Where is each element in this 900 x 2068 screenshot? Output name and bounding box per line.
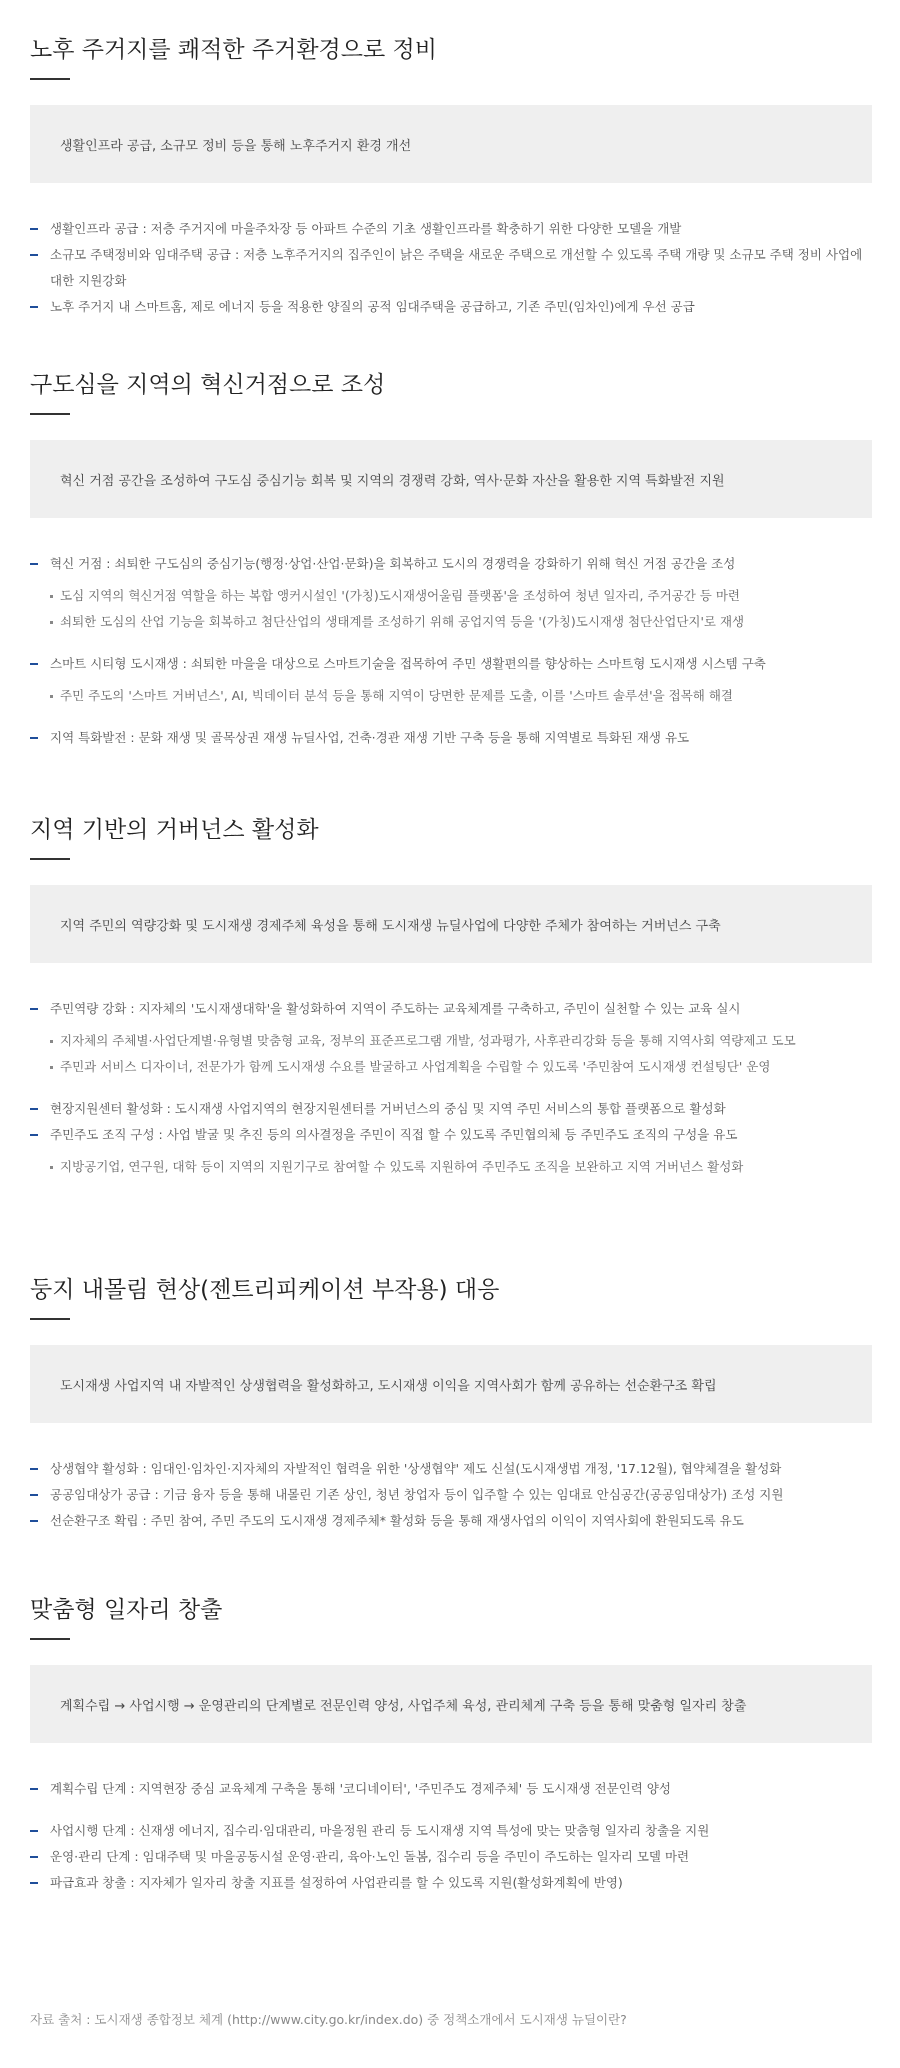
list-item: 선순환구조 확립 : 주민 참여, 주민 주도의 도시재생 경제주체* 활성화 등을 통해 재생사업의 이익이 지역사회에 환원되도록 유도	[30, 1508, 872, 1534]
title-underline	[30, 1318, 70, 1320]
list-item: 스마트 시티형 도시재생 : 쇠퇴한 마을을 대상으로 스마트기술을 접목하여 주민 생활편의를 향상하는 스마트형 도시재생 시스템 구축	[30, 651, 872, 677]
section-title: 노후 주거지를 쾌적한 주거환경으로 정비	[30, 37, 437, 63]
item-list	[30, 996, 872, 1180]
summary-box	[30, 105, 872, 183]
sub-list-item: 지방공기업, 연구원, 대학 등이 지역의 지원기구로 참여할 수 있도록 지원하여 주민주도 조직을 보완하고 지역 거버넌스 활성화	[30, 1154, 872, 1180]
list-item: 공공임대상가 공급 : 기금 융자 등을 통해 내몰린 기존 상인, 청년 창업자 등이 입주할 수 있는 임대료 안심공간(공공임대상가) 조성 지원	[30, 1482, 872, 1508]
section-title: 구도심을 지역의 혁신거점으로 조성	[30, 372, 386, 398]
list-item: 사업시행 단계 : 신재생 에너지, 집수리·임대관리, 마을정원 관리 등 도시재생 지역 특성에 맞는 맞춤형 일자리 창출을 지원	[30, 1818, 872, 1844]
list-item: 현장지원센터 활성화 : 도시재생 사업지역의 현장지원센터를 거버넌스의 중심 및 지역 주민 서비스의 통합 플랫폼으로 활성화	[30, 1096, 872, 1122]
summary-text: 혁신 거점 공간을 조성하여 구도심 중심기능 회복 및 지역의 경쟁력 강화, 역사·문화 자산을 활용한 지역 특화발전 지원	[60, 473, 725, 489]
section-innovation-hub	[30, 365, 872, 751]
item-list	[30, 551, 872, 751]
summary-box	[30, 1345, 872, 1423]
list-item: 계획수립 단계 : 지역현장 중심 교육체계 구축을 통해 '코디네이터', '주민주도 경제주체' 등 도시재생 전문인력 양성	[30, 1776, 872, 1802]
title-underline	[30, 858, 70, 860]
summary-text: 계획수립 → 사업시행 → 운영관리의 단계별로 전문인력 양성, 사업주체 육성, 관리체계 구축 등을 통해 맞춤형 일자리 창출	[60, 1698, 747, 1714]
list-item: 소규모 주택정비와 임대주택 공급 : 저층 노후주거지의 집주인이 낡은 주택을 새로운 주택으로 개선할 수 있도록 주택 개량 및 소규모 주택 정비 사업에 대한 지원강화	[30, 242, 872, 294]
section-title: 맞춤형 일자리 창출	[30, 1597, 223, 1623]
list-item: 노후 주거지 내 스마트홈, 제로 에너지 등을 적용한 양질의 공적 임대주택을 공급하고, 기존 주민(임차인)에게 우선 공급	[30, 294, 872, 320]
sub-list-item: 쇠퇴한 도심의 산업 기능을 회복하고 첨단산업의 생태계를 조성하기 위해 공업지역 등을 '(가칭)도시재생 첨단산업단지'로 재생	[30, 609, 872, 635]
summary-box	[30, 885, 872, 963]
item-list	[30, 1776, 872, 1896]
section-housing	[30, 30, 872, 320]
list-item: 파급효과 창출 : 지자체가 일자리 창출 지표를 설정하여 사업관리를 할 수 있도록 지원(활성화계획에 반영)	[30, 1870, 872, 1896]
summary-text: 지역 주민의 역량강화 및 도시재생 경제주체 육성을 통해 도시재생 뉴딜사업에 다양한 주체가 참여하는 거버넌스 구축	[60, 918, 721, 934]
sub-list-item: 도심 지역의 혁신거점 역할을 하는 복합 앵커시설인 '(가칭)도시재생어울림 플랫폼'을 조성하여 청년 일자리, 주거공간 등 마련	[30, 583, 872, 609]
section-governance	[30, 810, 872, 1180]
title-underline	[30, 1638, 70, 1640]
sub-list	[30, 1028, 872, 1080]
sub-list-item: 지자체의 주체별·사업단계별·유형별 맞춤형 교육, 정부의 표준프로그램 개발, 성과평가, 사후관리강화 등을 통해 지역사회 역량제고 도모	[30, 1028, 872, 1054]
list-item: 주민주도 조직 구성 : 사업 발굴 및 추진 등의 의사결정을 주민이 직접 할 수 있도록 주민협의체 등 주민주도 조직의 구성을 유도	[30, 1122, 872, 1148]
title-underline	[30, 413, 70, 415]
list-item: 지역 특화발전 : 문화 재생 및 골목상권 재생 뉴딜사업, 건축·경관 재생 기반 구축 등을 통해 지역별로 특화된 재생 유도	[30, 725, 872, 751]
summary-box	[30, 1665, 872, 1743]
list-item: 주민역량 강화 : 지자체의 '도시재생대학'을 활성화하여 지역이 주도하는 교육체계를 구축하고, 주민이 실천할 수 있는 교육 실시	[30, 996, 872, 1022]
sub-list	[30, 683, 872, 709]
summary-text: 생활인프라 공급, 소규모 정비 등을 통해 노후주거지 환경 개선	[60, 138, 412, 154]
list-item: 생활인프라 공급 : 저층 주거지에 마을주차장 등 아파트 수준의 기초 생활인프라를 확충하기 위한 다양한 모델을 개발	[30, 216, 872, 242]
list-item: 상생협약 활성화 : 임대인·임차인·지자체의 자발적인 협력을 위한 '상생협약' 제도 신설(도시재생법 개정, '17.12월), 협약체결을 활성화	[30, 1456, 872, 1482]
list-item: 혁신 거점 : 쇠퇴한 구도심의 중심기능(행정·상업·산업·문화)을 회복하고 도시의 경쟁력을 강화하기 위해 혁신 거점 공간을 조성	[30, 551, 872, 577]
sub-list-item: 주민 주도의 '스마트 거버넌스', AI, 빅데이터 분석 등을 통해 지역이 당면한 문제를 도출, 이를 '스마트 솔루션'을 접목해 해결	[30, 683, 872, 709]
section-gentrification	[30, 1270, 872, 1534]
list-item: 운영·관리 단계 : 임대주택 및 마을공동시설 운영·관리, 육아·노인 돌봄, 집수리 등을 주민이 주도하는 일자리 모델 마련	[30, 1844, 872, 1870]
summary-box	[30, 440, 872, 518]
title-underline	[30, 78, 70, 80]
section-jobs	[30, 1590, 872, 1896]
summary-text: 도시재생 사업지역 내 자발적인 상생협력을 활성화하고, 도시재생 이익을 지역사회가 함께 공유하는 선순환구조 확립	[60, 1378, 717, 1394]
sub-list	[30, 1154, 872, 1180]
item-list	[30, 1456, 872, 1534]
sub-list-item: 주민과 서비스 디자이너, 전문가가 함께 도시재생 수요를 발굴하고 사업계획을 수립할 수 있도록 '주민참여 도시재생 컨설팅단' 운영	[30, 1054, 872, 1080]
item-list	[30, 216, 872, 320]
source-citation: 자료 출처 : 도시재생 종합정보 체계 (http://www.city.go.kr/index.do) 중 정책소개에서 도시재생 뉴딜이란?	[30, 2012, 627, 2027]
section-title: 지역 기반의 거버넌스 활성화	[30, 817, 319, 843]
sub-list	[30, 583, 872, 635]
section-title: 둥지 내몰림 현상(젠트리피케이션 부작용) 대응	[30, 1277, 500, 1303]
